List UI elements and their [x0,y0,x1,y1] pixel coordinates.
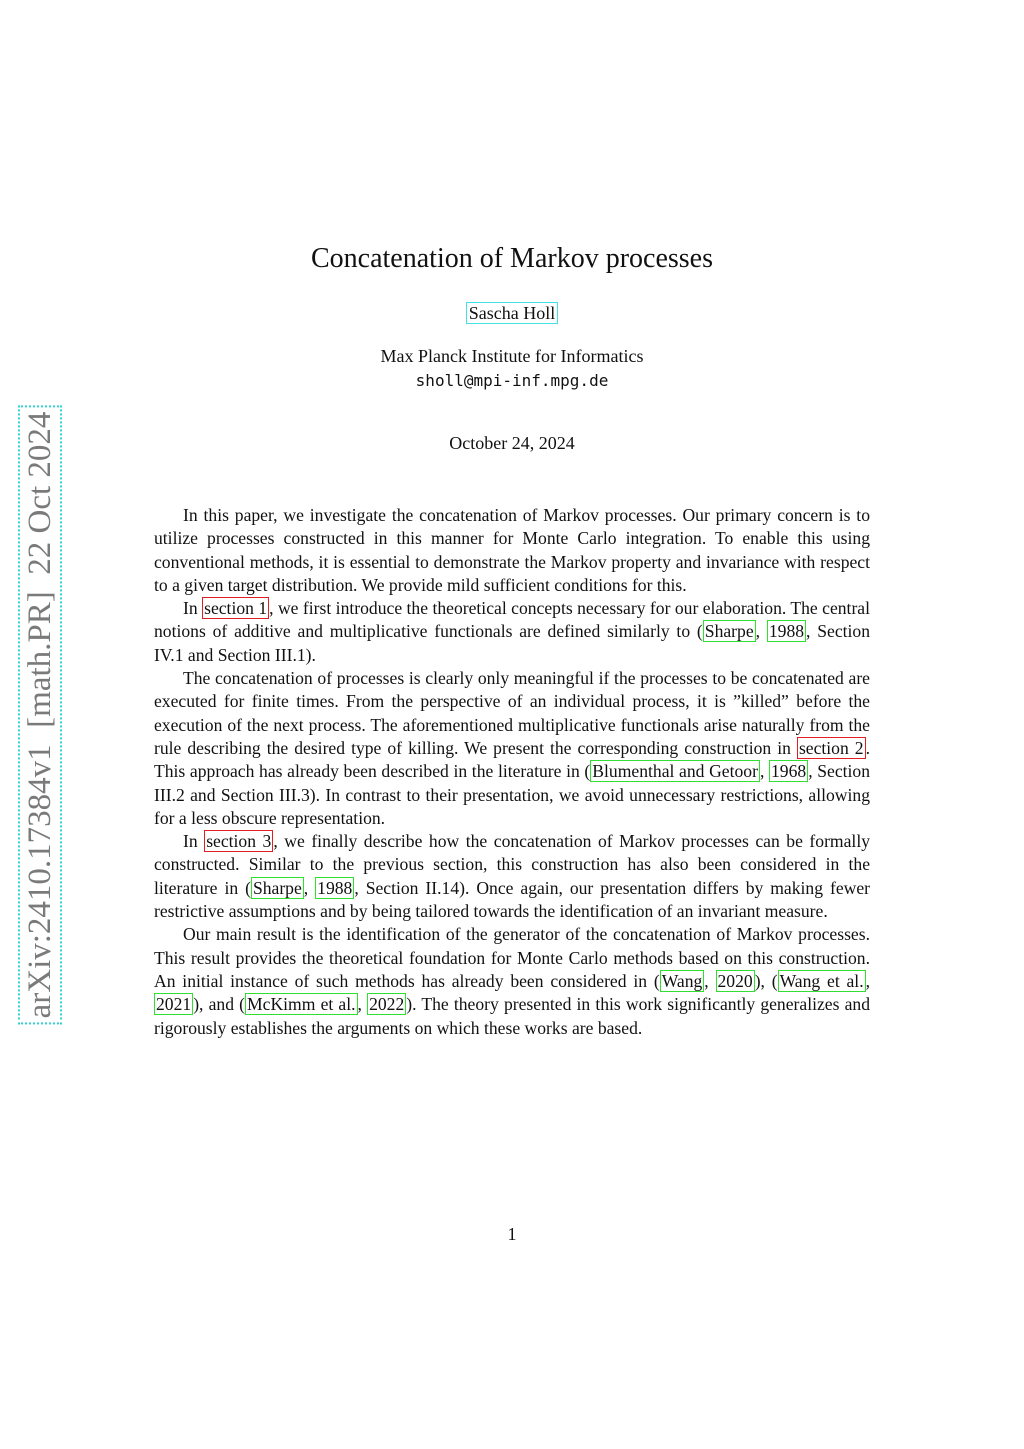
citation-blumenthal-getoor-link[interactable]: Blumenthal and Getoor [592,761,758,782]
abstract-body [154,504,870,1040]
text-run: , [759,761,769,782]
text-run: ), and ( [193,994,246,1015]
text-run: In [183,831,205,852]
text-run: , [357,994,368,1015]
arxiv-sidebar-stamp[interactable] [18,406,62,1025]
text-run: , [865,970,871,991]
section-1-link[interactable]: section 1 [204,598,268,619]
text-run: , Section III.2 and Section III.3). In contrast to their presentation, we avoid unnecessary restrictions, allowing for a less obscure representation. [154,761,871,828]
text-run: , we finally describe how the concatenation of Markov processes can be formally constructed. Similar to the previous section, this construction has also been considered in the literature in ( [154,831,871,898]
text-run: , [704,970,716,991]
author-block [0,301,1024,325]
paragraph-5 [154,923,870,1039]
affiliation: Max Planck Institute for Informatics [380,346,644,366]
citation-year-2020-link[interactable]: 2020 [717,970,753,991]
paragraph-3 [154,667,870,830]
citation-sharpe-link[interactable]: Sharpe [252,877,302,898]
paragraph-2 [154,597,870,667]
section-3-link[interactable]: section 3 [206,831,272,852]
paragraph-1: In this paper, we investigate the concatenation of Markov processes. Our primary concern is to utilize processes constructed in this manner for Monte Carlo integration. To enable this using conventional methods, it is essential to demonstrate the Markov property and invariance with respect to a given target distribution. We provide mild sufficient conditions for this. [154,505,870,595]
text-run: , Section II.14). Once again, our presentation differs by making fewer restrictive assumptions and by being tailored towards the identification of an invariant measure. [154,877,871,922]
text-run: , [303,877,316,898]
text-run: In [183,598,203,619]
text-run: , [755,621,767,642]
author-link[interactable]: Sascha Holl [466,302,558,324]
text-run: , Section IV.1 and Section III.1). [154,621,871,665]
citation-mckimm-et-al-link[interactable]: McKimm et al. [247,994,356,1015]
citation-wang-et-al-link[interactable]: Wang et al. [779,970,864,991]
citation-year-1968-link[interactable]: 1968 [771,761,807,782]
text-run: , we first introduce the theoretical concepts necessary for our elaboration. The central notions of additive and multiplicative functionals are defined similarly to ( [154,598,871,642]
author-email: sholl@mpi-inf.mpg.de [415,371,609,390]
citation-year-1988-link[interactable]: 1988 [317,877,353,898]
text-run: ), ( [754,970,778,991]
paper-date: October 24, 2024 [449,433,575,453]
citation-year-2022-link[interactable]: 2022 [369,994,405,1015]
page-number: 1 [507,1224,517,1244]
citation-sharpe-link[interactable]: Sharpe [704,621,754,642]
citation-year-2021-link[interactable]: 2021 [156,994,192,1015]
text-run: ). The theory presented in this work significantly generalizes and rigorously establishes the arguments on which these works are based. [154,994,870,1038]
citation-wang-link[interactable]: Wang [661,970,703,991]
paper-title: Concatenation of Markov processes [311,243,713,274]
text-run: The concatenation of processes is clearly only meaningful if the processes to be concatenated are executed for finite times. From the perspective of an individual process, it is ”killed” before the execution of the next process. The aforementioned multiplicative functionals arise naturally from the rule describing the desired type of killing. We present the corresponding construction in [154,668,870,758]
arxiv-category: [math.PR] [22,591,58,728]
arxiv-date: 22 Oct 2024 [22,411,58,575]
text-run: Our main result is the identification of the generator of the concatenation of Markov processes. This result provides the theoretical foundation for Monte Carlo methods based on this construction. An initial instance of such methods has already been considered in ( [154,924,870,991]
arxiv-id: arXiv:2410.17384v1 [22,744,58,1019]
citation-year-1988-link[interactable]: 1988 [768,621,805,642]
text-run: . This approach has already been described in the literature in ( [154,737,871,782]
paragraph-4 [154,830,870,923]
section-2-link[interactable]: section 2 [798,737,864,758]
